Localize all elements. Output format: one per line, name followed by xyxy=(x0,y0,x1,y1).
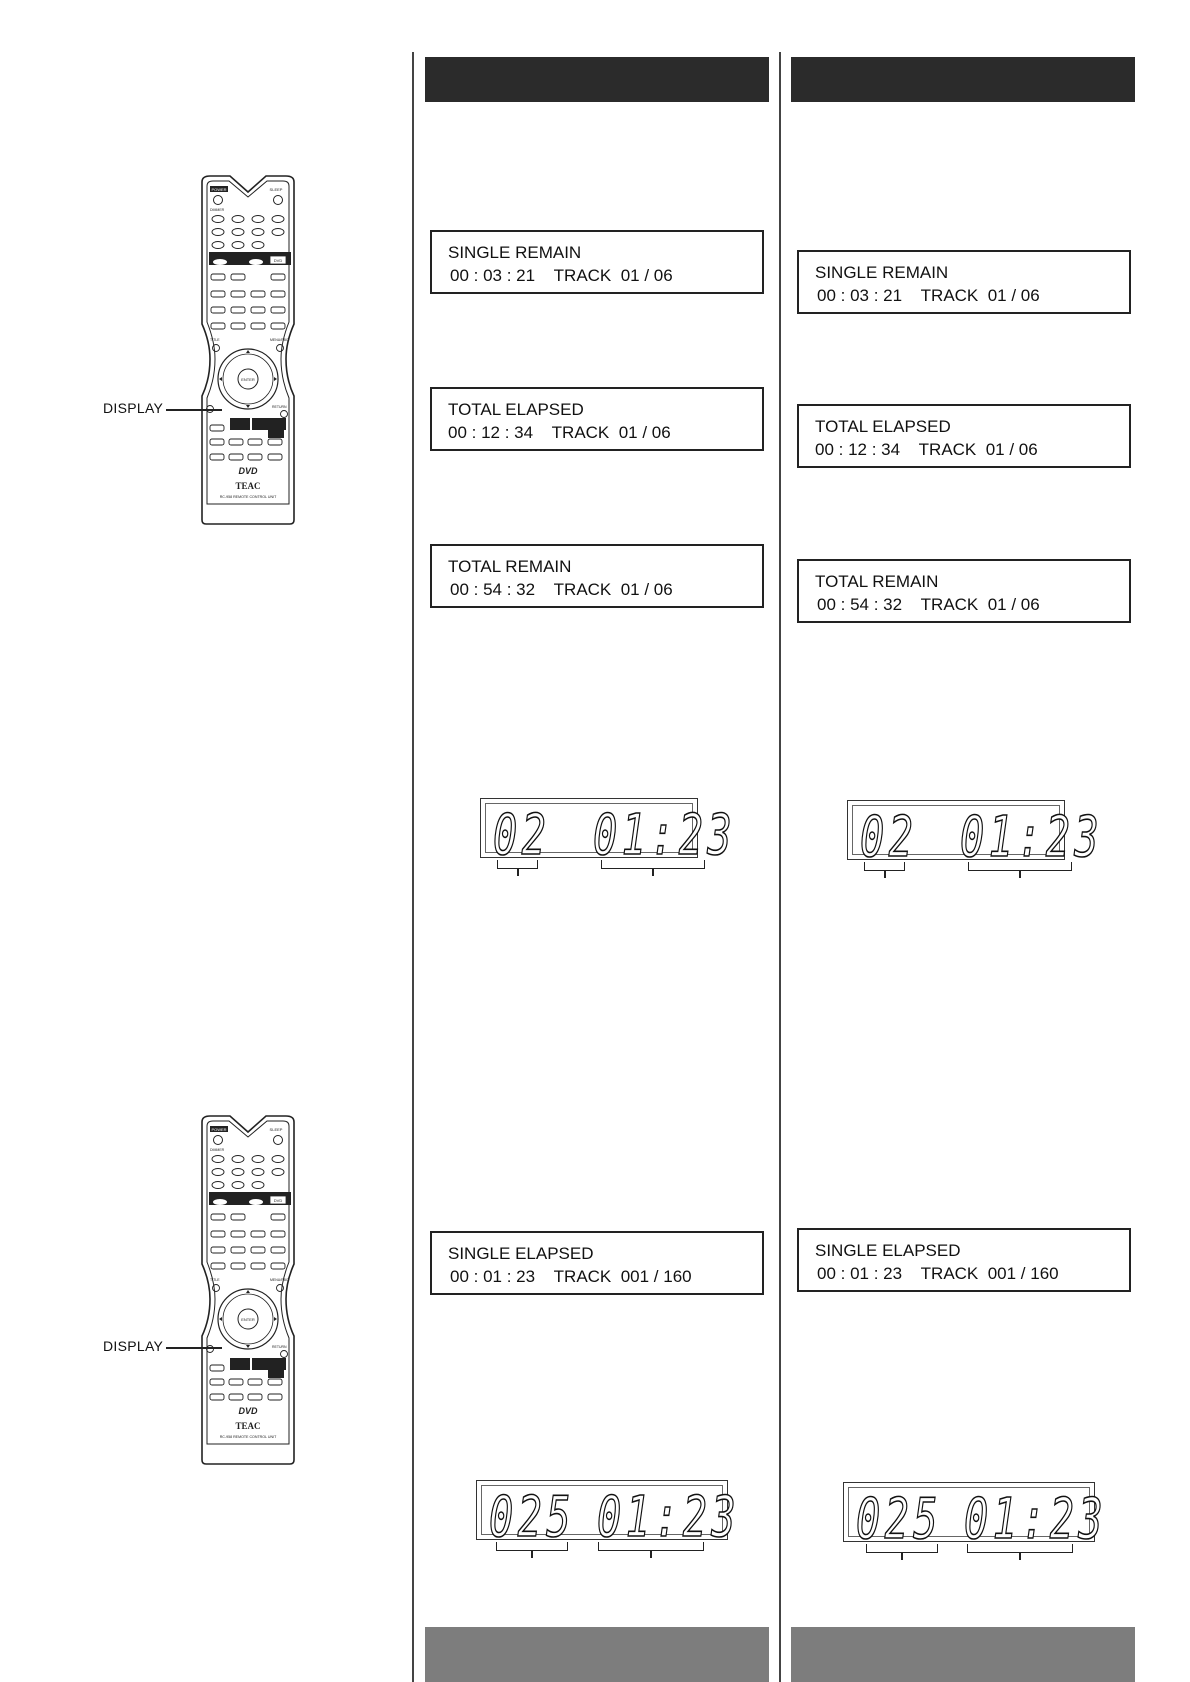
remote-enter-label: ENTER xyxy=(241,377,255,382)
remote-dvd-button-label: DVD xyxy=(273,1198,283,1203)
remote-title-label: TITLE xyxy=(210,338,220,342)
osd-detail: 00 : 01 : 23 TRACK 001 / 160 xyxy=(450,1267,692,1286)
osd-detail: 00 : 12 : 34 TRACK 01 / 06 xyxy=(448,423,671,442)
remote-dimmer-label: DIMMER xyxy=(210,208,225,212)
osd-single-elapsed-left xyxy=(430,1231,764,1295)
display-time: 01:23 xyxy=(593,803,736,868)
osd-detail: 00 : 54 : 32 TRACK 01 / 06 xyxy=(817,595,1040,614)
osd-title: TOTAL ELAPSED xyxy=(448,400,584,419)
remote-dvd-logo: DVD xyxy=(238,1406,258,1416)
remote-model-label: RC-958 REMOTE CONTROL UNIT xyxy=(219,495,277,499)
osd-title: SINGLE ELAPSED xyxy=(815,1241,961,1260)
display-track-number: 02 xyxy=(860,805,918,870)
track-bracket-tick xyxy=(531,1550,533,1558)
front-panel-display-3digit-right xyxy=(843,1482,1107,1552)
display-track-number: 025 xyxy=(856,1487,942,1552)
remote-control-bottom xyxy=(196,1114,300,1466)
column-divider-left xyxy=(412,52,414,1682)
osd-detail: 00 : 12 : 34 TRACK 01 / 06 xyxy=(815,440,1038,459)
front-panel-display-3digit-left xyxy=(476,1480,740,1550)
osd-total-remain-right xyxy=(797,559,1131,623)
remote-model-label: RC-958 REMOTE CONTROL UNIT xyxy=(219,1435,277,1439)
remote-sleep-label: SLEEP xyxy=(269,1127,283,1132)
remote-dvd-button-label: DVD xyxy=(273,258,283,263)
display-time: 01:23 xyxy=(964,1487,1107,1552)
remote-brand-logo: TEAC xyxy=(235,1421,261,1431)
track-bracket-tick xyxy=(901,1552,903,1560)
track-bracket-tick xyxy=(517,868,519,876)
display-callout-line-top xyxy=(166,409,222,411)
display-time: 01:23 xyxy=(960,805,1103,870)
front-panel-display-right xyxy=(847,800,1103,870)
header-bar-left xyxy=(425,57,769,102)
osd-total-remain-left xyxy=(430,544,764,608)
remote-return-label: RETURN xyxy=(272,405,287,409)
display-track-number: 025 xyxy=(489,1485,575,1550)
remote-brand-logo: TEAC xyxy=(235,481,261,491)
remote-menu-label: MENU/PBC xyxy=(270,1278,289,1282)
remote-dvd-logo: DVD xyxy=(238,466,258,476)
remote-power-label: POWER xyxy=(211,1127,227,1132)
display-time: 01:23 xyxy=(597,1485,740,1550)
osd-total-elapsed-left xyxy=(430,387,764,451)
time-bracket-tick xyxy=(1019,1552,1021,1560)
remote-enter-label: ENTER xyxy=(241,1317,255,1322)
osd-title: TOTAL REMAIN xyxy=(448,557,572,576)
osd-single-remain-left xyxy=(430,230,764,294)
column-divider-right xyxy=(779,52,781,1682)
display-callout-label-bottom: DISPLAY xyxy=(103,1338,164,1354)
osd-title: SINGLE REMAIN xyxy=(815,263,949,282)
osd-single-remain-right xyxy=(797,250,1131,314)
remote-control-top xyxy=(196,174,300,526)
osd-title: SINGLE REMAIN xyxy=(448,243,582,262)
osd-total-elapsed-right xyxy=(797,404,1131,468)
remote-sleep-label: SLEEP xyxy=(269,187,283,192)
remote-title-label: TITLE xyxy=(210,1278,220,1282)
remote-power-label: POWER xyxy=(211,187,227,192)
osd-detail: 00 : 03 : 21 TRACK 01 / 06 xyxy=(817,286,1040,305)
osd-detail: 00 : 01 : 23 TRACK 001 / 160 xyxy=(817,1264,1059,1283)
osd-title: TOTAL REMAIN xyxy=(815,572,939,591)
remote-return-label: RETURN xyxy=(272,1345,287,1349)
time-bracket-tick xyxy=(650,1550,652,1558)
display-callout-line-bottom xyxy=(166,1347,222,1349)
osd-title: SINGLE ELAPSED xyxy=(448,1244,594,1263)
time-bracket-tick xyxy=(652,868,654,876)
display-callout-label-top: DISPLAY xyxy=(103,400,164,416)
osd-single-elapsed-right xyxy=(797,1228,1131,1292)
remote-menu-label: MENU/PBC xyxy=(270,338,289,342)
track-bracket-tick xyxy=(884,870,886,878)
osd-detail: 00 : 03 : 21 TRACK 01 / 06 xyxy=(450,266,673,285)
footer-bar-left xyxy=(425,1627,769,1682)
osd-detail: 00 : 54 : 32 TRACK 01 / 06 xyxy=(450,580,673,599)
footer-bar-right xyxy=(791,1627,1135,1682)
front-panel-display-left xyxy=(480,798,736,868)
osd-title: TOTAL ELAPSED xyxy=(815,417,951,436)
time-bracket-tick xyxy=(1019,870,1021,878)
header-bar-right xyxy=(791,57,1135,102)
display-track-number: 02 xyxy=(493,803,551,868)
remote-dimmer-label: DIMMER xyxy=(210,1148,225,1152)
